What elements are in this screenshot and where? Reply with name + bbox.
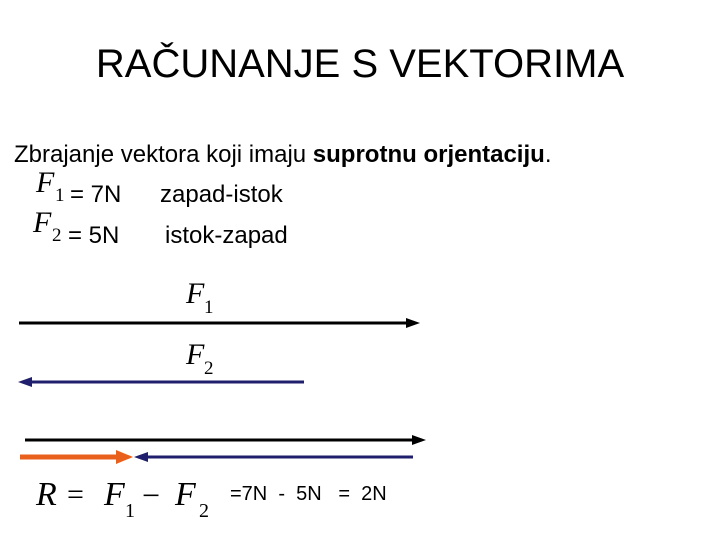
f1-arrow <box>19 318 420 328</box>
force1-symbol: F <box>36 166 55 199</box>
f2-arrow <box>18 377 304 387</box>
force2-magnitude: = 5N <box>68 222 120 249</box>
intro-text-start: Zbrajanje vektora koji imaju <box>14 141 313 168</box>
force2-symbol: F <box>33 206 52 239</box>
result-calculation: =7N - 5N = 2N <box>230 483 387 505</box>
diagram-f1-subscript: 1 <box>204 297 214 318</box>
f1-arrow-sum <box>25 435 426 445</box>
resultant-arrow <box>20 450 133 464</box>
eq-f1: F <box>104 476 125 513</box>
eq-minus: − <box>142 477 161 513</box>
diagram-f2-symbol: F <box>186 338 205 371</box>
eq-r: R <box>36 476 57 513</box>
force1-direction: zapad-istok <box>160 181 283 208</box>
eq-sub1: 1 <box>125 500 135 522</box>
force1-subscript: 1 <box>55 185 65 206</box>
force1-magnitude: = 7N <box>70 181 122 208</box>
f2-arrow-sum <box>134 452 413 462</box>
intro-text-end: . <box>544 141 552 168</box>
diagram-f1-symbol: F <box>186 277 205 310</box>
force2-subscript: 2 <box>52 225 62 246</box>
eq-equals: = <box>67 478 84 511</box>
diagram-f2-subscript: 2 <box>204 358 214 379</box>
slide-title: RAČUNANJE S VEKTORIMA <box>95 42 625 86</box>
eq-f2: F <box>175 476 196 513</box>
eq-sub2: 2 <box>199 500 209 522</box>
force2-direction: istok-zapad <box>165 222 288 249</box>
intro-text-bold: suprotnu orjentaciju <box>312 141 545 168</box>
